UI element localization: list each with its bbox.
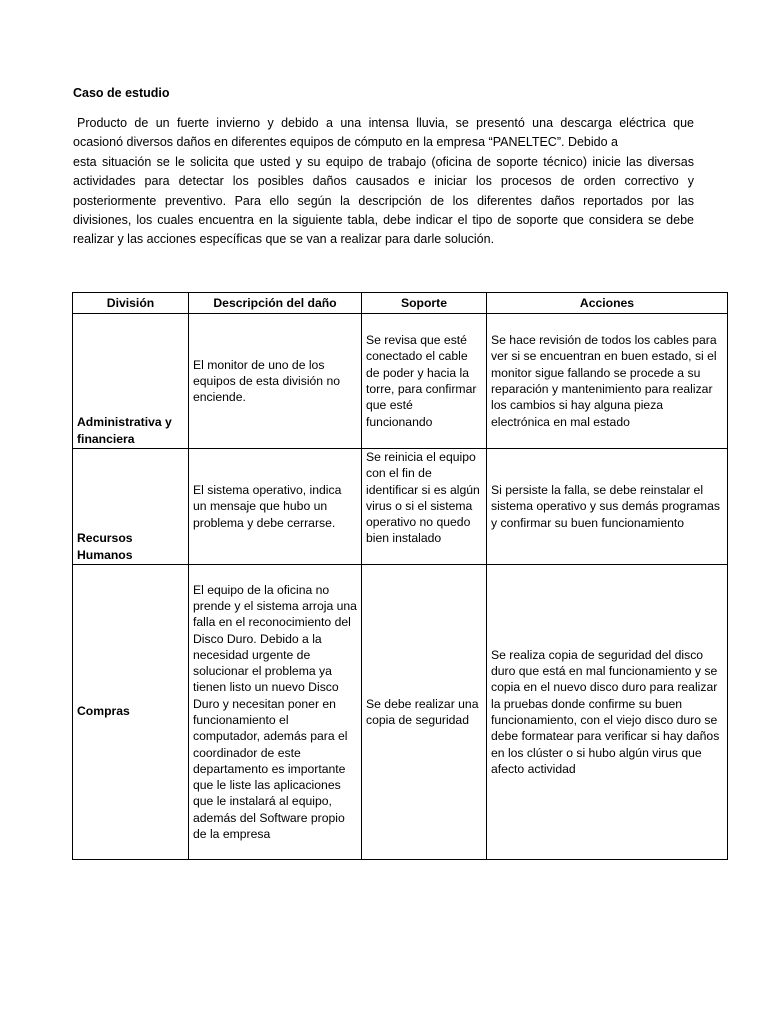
table-row	[73, 565, 728, 860]
header-division: División	[73, 293, 189, 314]
intro-line: realizar y las acciones específicas que se van a realizar para darle solución.	[73, 232, 495, 247]
header-actions: Acciones	[487, 293, 728, 314]
cell-actions: Se hace revisión de todos los cables para ver si se encuentran en buen estado, si el monitor sigue fallando se procede a su reparación y mantenimiento para realizar los cambios si hay alguna pieza electrónica en mal estado	[487, 314, 728, 449]
header-support: Soporte	[362, 293, 487, 314]
table-row	[73, 449, 728, 565]
table-row	[73, 314, 728, 449]
intro-line: posteriormente preventivo. Para ello según la descripción de los diferentes daños reportados por las	[73, 193, 694, 208]
intro-line: actividades para detectar los posibles daños causados e iniciar los procesos de orden correctivo y	[73, 174, 694, 189]
cell-description: El sistema operativo, indica un mensaje que hubo un problema y debe cerrarse.	[189, 449, 362, 565]
cell-support: Se revisa que esté conectado el cable de poder y hacia la torre, para confirmar que esté funcionando	[362, 314, 487, 449]
header-description: Descripción del daño	[189, 293, 362, 314]
cell-division: Compras	[73, 565, 189, 860]
intro-paragraph	[73, 114, 694, 250]
intro-line: esta situación se le solicita que usted y su equipo de trabajo (oficina de soporte técnico) inicie las diversas	[73, 154, 694, 169]
intro-line: Producto de un fuerte invierno y debido a una intensa lluvia, se presentó una descarga eléctrica que	[77, 116, 694, 130]
cell-division: Recursos Humanos	[73, 449, 189, 565]
cell-division: Administrativa y financiera	[73, 314, 189, 449]
cell-description: El equipo de la oficina no prende y el sistema arroja una falla en el reconocimiento del Disco Duro. Debido a la necesidad urgente de solucionar el problema ya tienen listo un nuevo Disco Duro y necesitan poner en funcionamiento el computador, además para el coordinador de este departamento es importante que le liste las aplicaciones que le instalará al equipo, además del Software propio de la empresa	[189, 565, 362, 860]
intro-line: divisiones, los cuales encuentra en la siguiente tabla, debe indicar el tipo de soporte que considera se debe	[73, 213, 694, 228]
intro-line: ocasionó diversos daños en diferentes equipos de cómputo en la empresa “PANELTEC”. Debido a	[73, 135, 618, 150]
cell-support: Se reinicia el equipo con el fin de identificar si es algún virus o si el sistema operativo no quedo bien instalado	[362, 449, 487, 565]
damage-table	[72, 292, 728, 860]
cell-support: Se debe realizar una copia de seguridad	[362, 565, 487, 860]
cell-actions: Si persiste la falla, se debe reinstalar el sistema operativo y sus demás programas y confirmar su buen funcionamiento	[487, 449, 728, 565]
cell-actions: Se realiza copia de seguridad del disco duro que está en mal funcionamiento y se copia en el nuevo disco duro para realizar la pruebas donde confirme su buen funcionamiento, con el viejo disco duro se debe formatear para verificar si hay daños en los clúster o si hubo algún virus que afecto actividad	[487, 565, 728, 860]
table-header-row	[73, 293, 728, 314]
cell-description: El monitor de uno de los equipos de esta división no enciende.	[189, 314, 362, 449]
document-title: Caso de estudio	[73, 86, 170, 100]
